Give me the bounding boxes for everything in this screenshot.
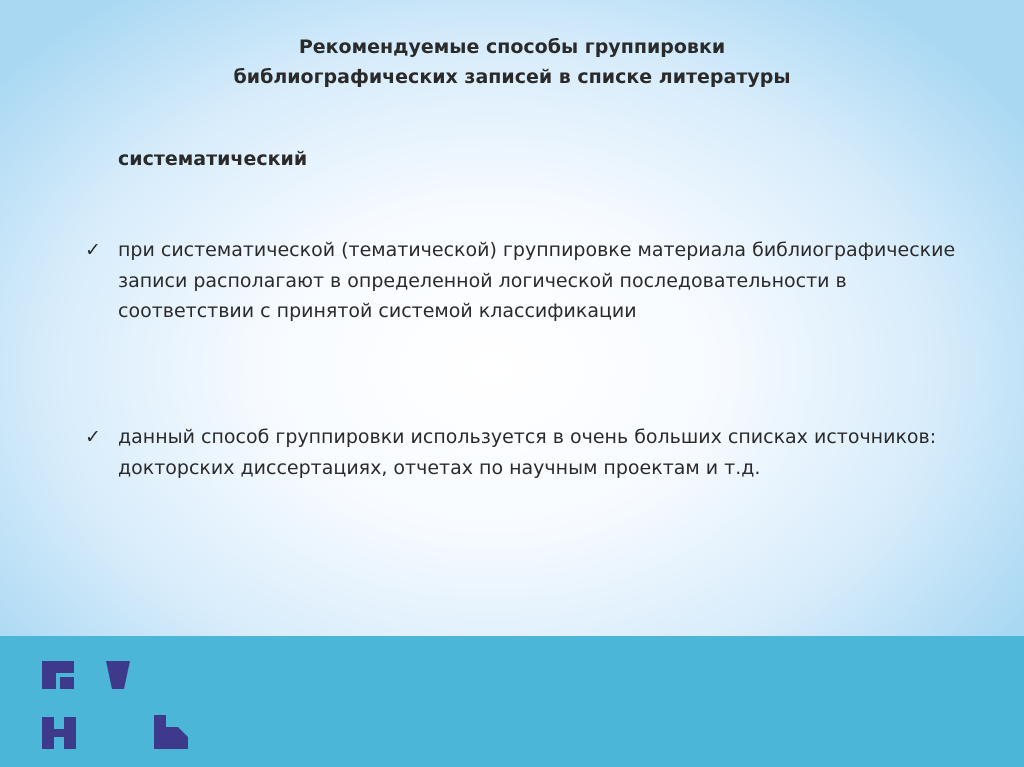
bullet-item — [85, 422, 965, 483]
check-icon: ✓ — [85, 426, 101, 448]
bullet-text: данный способ группировки используется в очень больших списках источников: докторских диссертациях, отчетах по научным проектам и т.д. — [118, 426, 937, 479]
bullet-item — [85, 235, 965, 327]
title-line-1: Рекомендуемые способы группировки — [298, 36, 726, 58]
university-logo-icon — [42, 657, 192, 753]
title-line-2: библиографических записей в списке литературы — [233, 66, 791, 88]
slide-title — [120, 32, 904, 92]
section-subtitle: систематический — [118, 148, 308, 170]
bullet-text: при систематической (тематической) группировке материала библиографические записи располагают в определенной логической последовательности в соответствии с принятой системой классификации — [118, 239, 956, 322]
check-icon: ✓ — [85, 239, 101, 261]
